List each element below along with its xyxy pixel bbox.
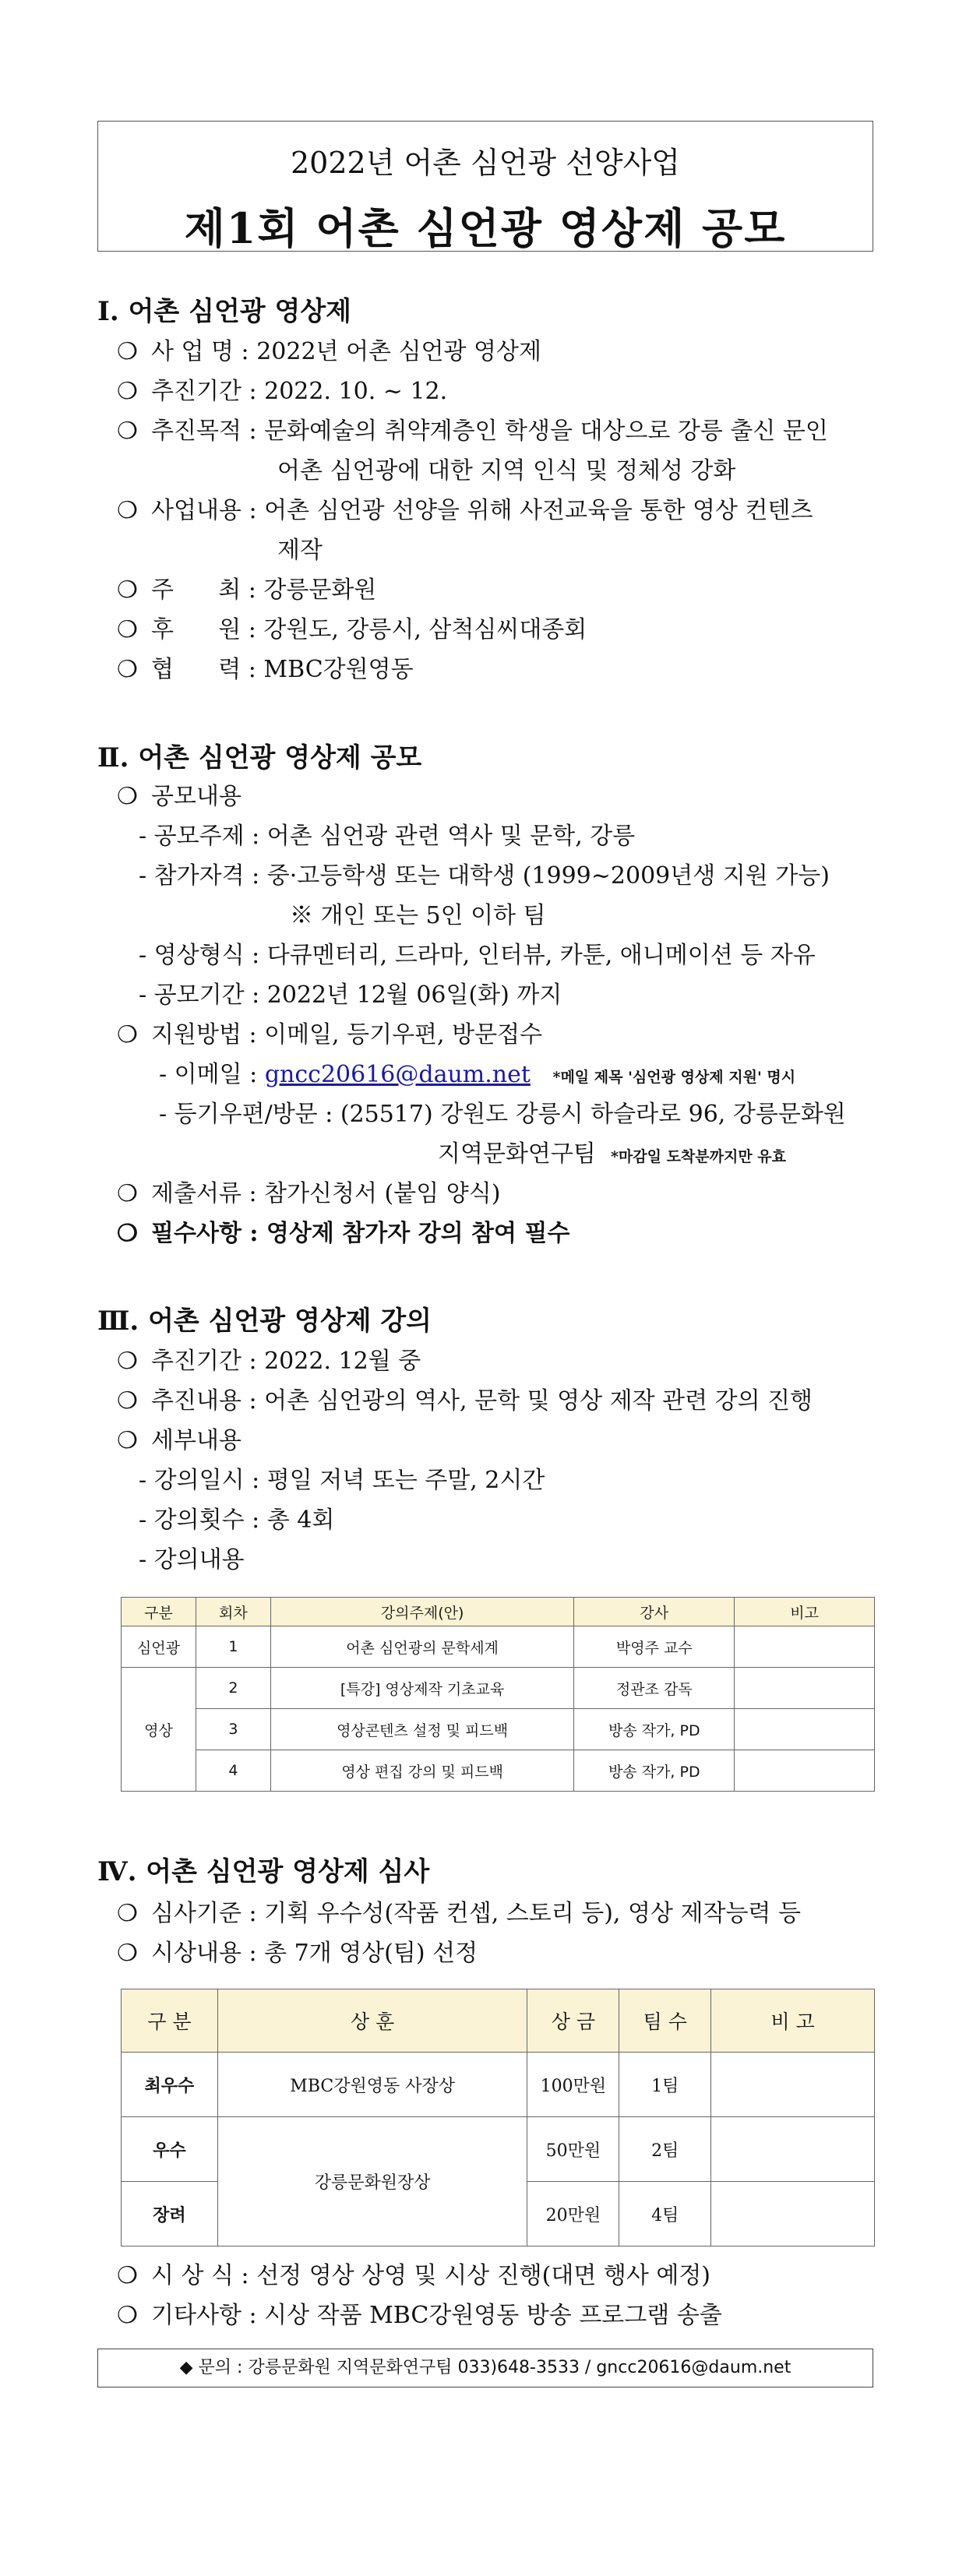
sub-item: - 강의횟수 : 총 4회 (139, 1506, 335, 1534)
bullet-icon: ❍ (117, 616, 138, 643)
list-item: ❍ 시상내용 : 총 7개 영상(팀) 선정 (117, 1940, 478, 1967)
list-item: ❍ 후 원 : 강원도, 강릉시, 삼척심씨대종회 (117, 616, 587, 643)
title-box (97, 121, 873, 252)
bullet-icon: ❍ (117, 1900, 138, 1927)
table-header: 강의주제(안) (270, 1598, 574, 1626)
table-header: 구분 (122, 1598, 196, 1626)
bullet-icon: ❍ (117, 1940, 138, 1967)
list-item: ❍ 주 최 : 강릉문화원 (117, 576, 377, 604)
post-note: *마감일 도착분까지만 유효 (610, 1148, 787, 1165)
section2-title: Ⅱ. 어촌 심언광 영상제 공모 (97, 742, 422, 774)
bullet-icon: ❍ (117, 1220, 138, 1247)
sub-item: - 영상형식 : 다큐멘터리, 드라마, 인터뷰, 카툰, 애니메이션 등 자유 (139, 942, 816, 969)
list-item: ❍ 기타사항 : 시상 작품 MBC강원영동 방송 프로그램 송출 (117, 2302, 722, 2329)
list-item: ❍ 사업내용 : 어촌 심언광 선양을 위해 사전교육을 통한 영상 컨텐츠 (117, 497, 813, 524)
post-line: - 등기우편/방문 : (25517) 강원도 강릉시 하슬라로 96, 강릉문화원 (159, 1101, 846, 1128)
section1-title: Ⅰ. 어촌 심언광 영상제 (97, 296, 352, 327)
sub-item: - 공모주제 : 어촌 심언광 관련 역사 및 문학, 강릉 (139, 823, 636, 850)
bullet-icon: ❍ (117, 1427, 138, 1454)
bullet-icon: ❍ (117, 1021, 138, 1048)
bullet-icon: ❍ (117, 783, 138, 810)
table-header: 비고 (735, 1598, 875, 1626)
list-item: ❍ 지원방법 : 이메일, 등기우편, 방문접수 (117, 1021, 543, 1048)
bullet-icon: ❍ (117, 2262, 138, 2289)
sub-note: ※ 개인 또는 5인 이하 팀 (290, 902, 546, 929)
table-header: 팀 수 (619, 1989, 711, 2053)
table-row: 영상 2 [특강] 영상제작 기초교육 정관조 감독 (122, 1668, 875, 1709)
list-item: ❍ 세부내용 (117, 1427, 242, 1454)
document-subtitle: 2022년 어촌 심언광 선양사업 (290, 146, 681, 180)
table-header: 강사 (574, 1598, 735, 1626)
list-item: ❍ 공모내용 (117, 783, 242, 810)
post-line-continuation: 지역문화연구팀 *마감일 도착분까지만 유효 (438, 1140, 787, 1168)
list-item: ❍ 협 력 : MBC강원영동 (117, 656, 414, 683)
table-row: 우수 강릉문화원장상 50만원 2팀 (122, 2117, 875, 2182)
bullet-icon: ❍ (117, 418, 138, 445)
bullet-icon: ❍ (117, 338, 138, 365)
list-item: ❍ 제출서류 : 참가신청서 (붙임 양식) (117, 1180, 501, 1207)
list-item-continuation: 제작 (277, 537, 323, 564)
table-row: 최우수 MBC강원영동 사장상 100만원 1팀 (122, 2053, 875, 2117)
contact-box: ◆ 문의 : 강릉문화원 지역문화연구팀 033)648-3533 / gncc20616@daum.net (97, 2349, 873, 2387)
list-item: ❍ 추진목적 : 문화예술의 취약계층인 학생을 대상으로 강릉 출신 문인 (117, 418, 828, 445)
table-header-row (122, 1598, 875, 1626)
sub-item: - 강의일시 : 평일 저녁 또는 주말, 2시간 (139, 1467, 545, 1494)
bullet-icon: ❍ (117, 497, 138, 524)
document-title: 제1회 어촌 심언광 영상제 공모 (184, 203, 787, 253)
table-row: 3 영상콘텐츠 설정 및 피드백 방송 작가, PD (122, 1709, 875, 1750)
email-link[interactable]: gncc20616@daum.net (264, 1061, 531, 1088)
bullet-icon: ❍ (117, 2302, 138, 2329)
email-note: *메일 제목 '심언광 영상제 지원' 명시 (552, 1069, 796, 1086)
bullet-icon: ❍ (117, 1348, 138, 1375)
list-item: ❍ 추진기간 : 2022. 12월 중 (117, 1348, 421, 1375)
list-item: ❍ 시 상 식 : 선정 영상 상영 및 시상 진행(대면 행사 예정) (117, 2262, 711, 2289)
sub-item: - 참가자격 : 중·고등학생 또는 대학생 (1999~2009년생 지원 가능) (139, 862, 830, 890)
list-item: ❍ 심사기준 : 기획 우수성(작품 컨셉, 스토리 등), 영상 제작능력 등 (117, 1900, 801, 1927)
list-item: ❍ 사 업 명 : 2022년 어촌 심언광 영상제 (117, 338, 541, 365)
table-row: 심언광 1 어촌 심언광의 문학세계 박영주 교수 (122, 1626, 875, 1668)
email-line: - 이메일 : gncc20616@daum.net *메일 제목 '심언광 영상제 지원' 명시 (159, 1061, 796, 1088)
bullet-icon: ❍ (117, 378, 138, 405)
bullet-icon: ❍ (117, 1180, 138, 1207)
list-item-continuation: 어촌 심언광에 대한 지역 인식 및 정체성 강화 (277, 457, 736, 485)
table-header: 상 훈 (217, 1989, 527, 2053)
table-header: 상 금 (527, 1989, 619, 2053)
section4-title: Ⅳ. 어촌 심언광 영상제 심사 (97, 1856, 430, 1887)
sub-item: - 강의내용 (139, 1546, 245, 1573)
award-table (121, 1989, 875, 2247)
list-item: ❍ 추진내용 : 어촌 심언광의 역사, 문학 및 영상 제작 관련 강의 진행 (117, 1387, 813, 1415)
bullet-icon: ❍ (117, 656, 138, 683)
table-row: 4 영상 편집 강의 및 피드백 방송 작가, PD (122, 1750, 875, 1792)
list-item-required: ❍ 필수사항 : 영상제 참가자 강의 참여 필수 (117, 1220, 570, 1247)
bullet-icon: ❍ (117, 1387, 138, 1415)
section3-title: Ⅲ. 어촌 심언광 영상제 강의 (97, 1306, 432, 1337)
table-header-row (122, 1989, 875, 2053)
lecture-table (121, 1597, 875, 1792)
group-cell: 심언광 (122, 1626, 196, 1668)
sub-item: - 공모기간 : 2022년 12월 06일(화) 까지 (139, 981, 562, 1009)
group-cell: 영상 (122, 1668, 196, 1792)
list-item: ❍ 추진기간 : 2022. 10. ~ 12. (117, 378, 448, 405)
table-header: 구 분 (122, 1989, 218, 2053)
table-header: 회차 (196, 1598, 270, 1626)
table-row: 장려 20만원 4팀 (122, 2182, 875, 2247)
bullet-icon: ❍ (117, 576, 138, 604)
table-header: 비 고 (711, 1989, 875, 2053)
